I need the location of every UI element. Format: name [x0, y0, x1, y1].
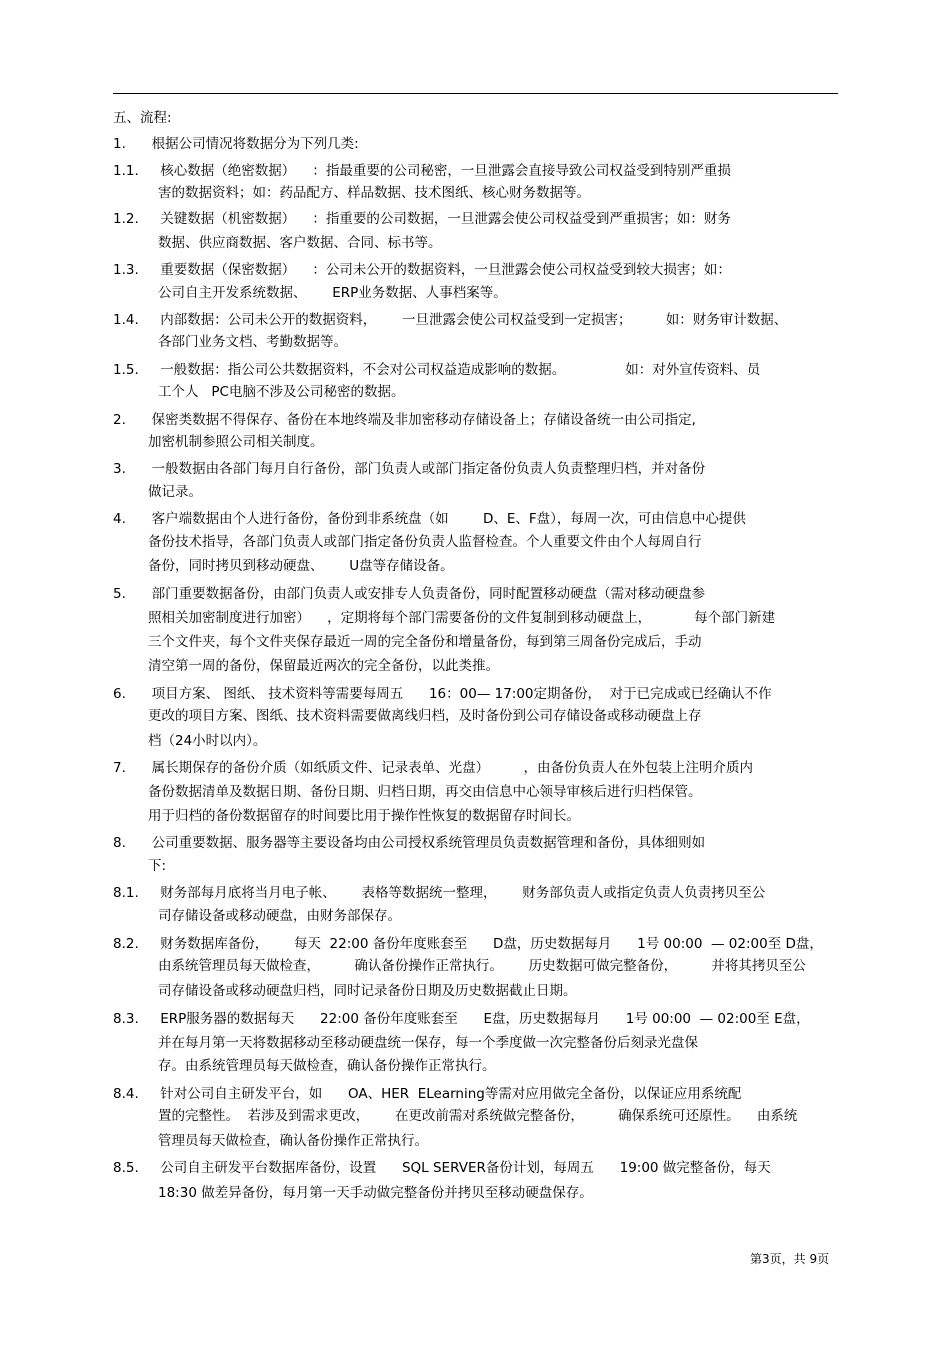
- text-line: 司存储设备或移动硬盘，由财务部保存。: [158, 908, 401, 924]
- page-footer: 第3页，共 9页: [750, 1252, 830, 1266]
- text-line: 8.1. 财务部每月底将当月电子帐、 表格等数据统一整理， 财务部负责人或指定负责人负责拷贝至公: [113, 885, 766, 901]
- text-line: 1.4. 内部数据：公司未公开的数据资料， 一旦泄露会使公司权益受到一定损害； 如：财务审计数据、: [113, 312, 788, 328]
- text-line: 1.3. 重要数据（保密数据） ：公司未公开的数据资料，一旦泄露会使公司权益受到较大损害；如：: [113, 262, 731, 278]
- text-line: 数据、供应商数据、客户数据、合同、标书等。: [158, 235, 442, 251]
- text-line: 8. 公司重要数据、服务器等主要设备均由公司授权系统管理员负责数据管理和备份，具体细则如: [113, 835, 706, 851]
- text-line: 下:: [148, 858, 167, 874]
- text-line: 18:30 做差异备份，每月第一天手动做完整备份并拷贝至移动硬盘保存。: [158, 1185, 593, 1201]
- text-line: 1.2. 关键数据（机密数据） ：指重要的公司数据，一旦泄露会使公司权益受到严重损害；如：财务: [113, 211, 731, 227]
- text-line: 清空第一周的备份，保留最近两次的完全备份，以此类推。: [148, 658, 499, 674]
- text-line: 更改的项目方案、图纸、技术资料需要做离线归档，及时备份到公司存储设备或移动硬盘上存: [148, 708, 702, 724]
- text-line: 五、流程:: [113, 110, 172, 126]
- text-line: 备份，同时拷贝到移动硬盘、 U盘等存储设备。: [148, 558, 454, 574]
- header-rule: [113, 93, 838, 94]
- text-line: 5. 部门重要数据备份，由部门负责人或安排专人负责备份，同时配置移动硬盘（需对移动硬盘参: [113, 586, 706, 602]
- text-line: 8.2. 财务数据库备份， 每天 22:00 备份年度账套至 D盘，历史数据每月 1号 00:00 — 02:00至 D盘，: [113, 936, 823, 952]
- text-line: 公司自主开发系统数据、 ERP业务数据、人事档案等。: [158, 285, 507, 301]
- text-line: 8.5. 公司自主研发平台数据库备份，设置 SQL SERVER备份计划，每周五 19:00 做完整备份，每天: [113, 1160, 771, 1176]
- text-line: 做记录。: [148, 484, 202, 500]
- text-line: 档（24小时以内）。: [148, 733, 267, 749]
- text-line: 由系统管理员每天做检查， 确认备份操作正常执行。 历史数据可做完整备份， 并将其拷贝至公: [158, 958, 806, 974]
- text-line: 置的完整性。 若涉及到需求更改， 在更改前需对系统做完整备份， 确保系统可还原性。 由系统: [158, 1108, 798, 1124]
- text-line: 用于归档的备份数据留存的时间要比用于操作性恢复的数据留存时间长。: [148, 808, 580, 824]
- text-line: 7. 属长期保存的备份介质（如纸质文件、记录表单、光盘） ，由备份负责人在外包装上注明介质内: [113, 760, 753, 776]
- text-line: 8.4. 针对公司自主研发平台，如 OA、HER ELearning等需对应用做完全备份，以保证应用系统配: [113, 1086, 742, 1102]
- text-line: 存。由系统管理员每天做检查，确认备份操作正常执行。: [158, 1058, 496, 1074]
- text-line: 三个文件夹，每个文件夹保存最近一周的完全备份和增量备份，每到第三周备份完成后，手动: [148, 634, 702, 650]
- text-line: 备份数据清单及数据日期、备份日期、归档日期，再交由信息中心领导审核后进行归档保管。: [148, 784, 702, 800]
- text-line: 1.1. 核心数据（绝密数据） ：指最重要的公司秘密，一旦泄露会直接导致公司权益受到特别严重损: [113, 163, 731, 179]
- text-line: 6. 项目方案、 图纸、 技术资料等需要每周五 16：00— 17:00定期备份， 对于已完成或已经确认不作: [113, 686, 772, 702]
- text-line: 3. 一般数据由各部门每月自行备份，部门负责人或部门指定备份负责人负责整理归档，并对备份: [113, 461, 706, 477]
- text-line: 司存储设备或移动硬盘归档，同时记录备份日期及历史数据截止日期。: [158, 983, 577, 999]
- text-line: 管理员每天做检查，确认备份操作正常执行。: [158, 1133, 428, 1149]
- text-line: 并在每月第一天将数据移动至移动硬盘统一保存，每一个季度做一次完整备份后刻录光盘保: [158, 1035, 698, 1051]
- text-line: 害的数据资料；如：药品配方、样品数据、技术图纸、核心财务数据等。: [158, 185, 590, 201]
- text-line: 4. 客户端数据由个人进行备份，备份到非系统盘（如 D、E、F盘），每周一次，可由信息中心提供: [113, 511, 746, 527]
- text-line: 工个人 PC电脑不涉及公司秘密的数据。: [158, 384, 405, 400]
- text-line: 备份技术指导，各部门负责人或部门指定备份负责人监督检查。个人重要文件由个人每周自行: [148, 534, 702, 550]
- text-line: 1.5. 一般数据：指公司公共数据资料，不会对公司权益造成影响的数据。 如：对外宣传资料、员: [113, 362, 761, 378]
- text-line: 各部门业务文档、考勤数据等。: [158, 334, 347, 350]
- text-line: 2. 保密类数据不得保存、备份在本地终端及非加密移动存储设备上；存储设备统一由公司指定,: [113, 412, 696, 428]
- text-line: 1. 根据公司情况将数据分为下列几类:: [113, 136, 359, 152]
- text-line: 加密机制参照公司相关制度。: [148, 434, 324, 450]
- text-line: 照相关加密制度进行加密） ，定期将每个部门需要备份的文件复制到移动硬盘上， 每个部门新建: [148, 610, 776, 626]
- text-line: 8.3. ERP服务器的数据每天 22:00 备份年度账套至 E盘，历史数据每月 1号 00:00 — 02:00至 E盘，: [113, 1011, 810, 1027]
